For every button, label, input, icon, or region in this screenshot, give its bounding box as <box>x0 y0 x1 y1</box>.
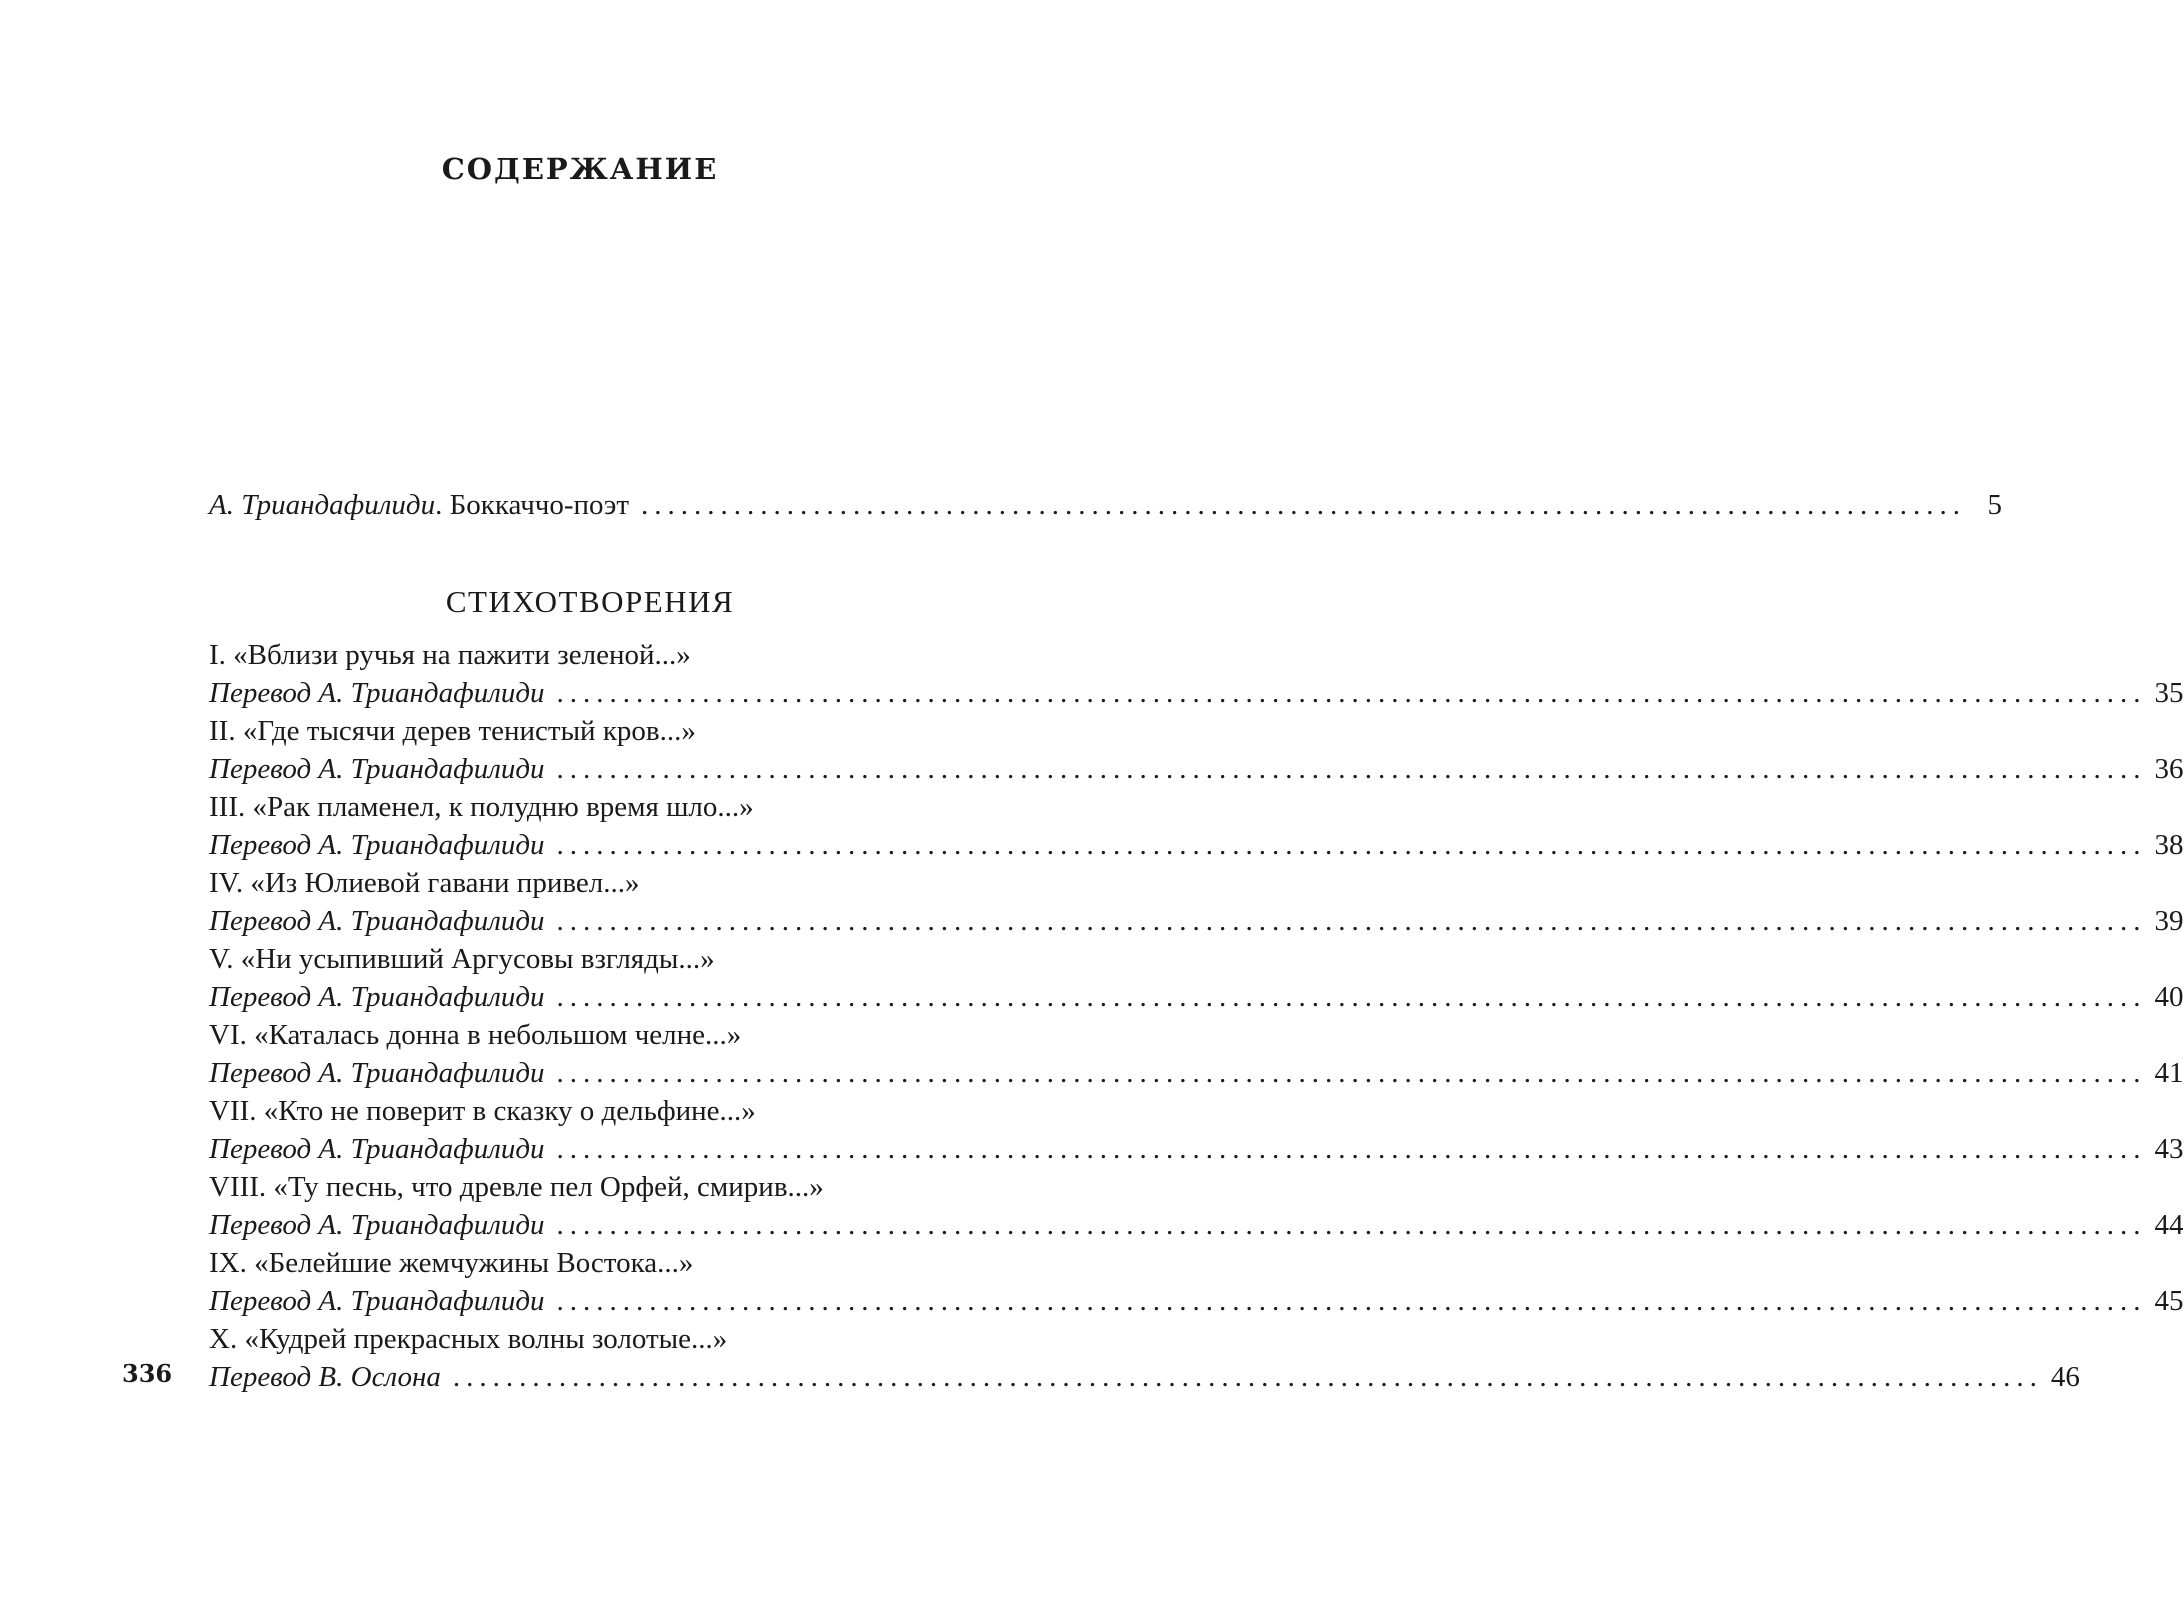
leader-dots: ........................................................................................................................ <box>556 905 2147 937</box>
poem-title: X. «Кудрей прекрасных волны золотые...» <box>209 1323 728 1355</box>
leader-dots: ........................................................................................................................ <box>556 829 2147 861</box>
toc-entry <box>209 1016 2184 1092</box>
toc-entry <box>209 940 2184 1016</box>
toc-entry <box>209 864 2184 940</box>
toc-entry <box>209 1168 2184 1244</box>
page-number: 35 <box>2154 677 2184 709</box>
poem-title: VIII. «Ту песнь, что древле пел Орфей, смирив...» <box>209 1171 824 1203</box>
translator-credit: Перевод В. Ослона <box>209 1361 441 1393</box>
page-number: 40 <box>2154 981 2184 1013</box>
intro-entry <box>209 486 2003 524</box>
translator-line <box>209 978 2184 1016</box>
poem-list <box>209 636 2184 1396</box>
intro-page-number: 5 <box>1987 489 2003 521</box>
toc-entry <box>209 636 2184 712</box>
page-number: 43 <box>2154 1133 2184 1165</box>
translator-credit: Перевод А. Триандафилиди <box>209 1057 545 1089</box>
translator-line <box>209 1130 2184 1168</box>
leader-dots: ........................................................................................................................ <box>556 1285 2147 1317</box>
page-title: СОДЕРЖАНИЕ <box>441 152 719 186</box>
section-heading: СТИХОТВОРЕНИЯ <box>445 584 735 619</box>
poem-title: VII. «Кто не поверит в сказку о дельфине...» <box>209 1095 756 1127</box>
page-number: 41 <box>2154 1057 2184 1089</box>
folio-page-number: 336 <box>122 1359 173 1388</box>
translator-credit: Перевод А. Триандафилиди <box>209 1133 545 1165</box>
intro-author: А. Триандафилиди <box>209 489 436 521</box>
toc-entry <box>209 788 2184 864</box>
poem-title: III. «Рак пламенел, к полудню время шло...» <box>209 791 754 823</box>
intro-title: . Боккаччо-поэт <box>435 489 630 521</box>
poem-title: VI. «Каталась донна в небольшом челне...» <box>209 1019 742 1051</box>
page-number: 38 <box>2154 829 2184 861</box>
leader-dots: ........................................................................................................................ <box>556 1209 2147 1241</box>
leader-dots: ........................................................................................................................ <box>556 753 2147 785</box>
translator-credit: Перевод А. Триандафилиди <box>209 1209 545 1241</box>
translator-line <box>209 1206 2184 1244</box>
translator-line <box>209 1358 2080 1396</box>
translator-credit: Перевод А. Триандафилиди <box>209 1285 545 1317</box>
poem-title: IV. «Из Юлиевой гавани привел...» <box>209 867 640 899</box>
translator-credit: Перевод А. Триандафилиди <box>209 981 545 1013</box>
page-number: 39 <box>2154 905 2184 937</box>
leader-dots: ........................................................................................................................ <box>556 1133 2147 1165</box>
toc-entry <box>209 1320 2080 1396</box>
toc-entry <box>209 1092 2184 1168</box>
translator-line <box>209 902 2184 940</box>
translator-line <box>209 750 2184 788</box>
leader-dots: ........................................................................................................................ <box>556 981 2147 1013</box>
leader-dots: ........................................................................................................................ <box>452 1361 2043 1393</box>
poem-title: IX. «Белейшие жемчужины Востока...» <box>209 1247 694 1279</box>
page-number: 44 <box>2154 1209 2184 1241</box>
leader-dots: ........................................................................................................................ <box>556 677 2147 709</box>
page-number: 36 <box>2154 753 2184 785</box>
toc-entry <box>209 1244 2184 1320</box>
leader-dots: .................................................................................................... <box>641 489 1967 521</box>
translator-credit: Перевод А. Триандафилиди <box>209 829 545 861</box>
translator-line <box>209 1282 2184 1320</box>
poem-title: V. «Ни усыпивший Аргусовы взгляды...» <box>209 943 715 975</box>
poem-title: I. «Вблизи ручья на пажити зеленой...» <box>209 639 691 671</box>
poem-title: II. «Где тысячи дерев тенистый кров...» <box>209 715 696 747</box>
translator-credit: Перевод А. Триандафилиди <box>209 753 545 785</box>
toc-entry <box>209 712 2184 788</box>
leader-dots: ........................................................................................................................ <box>556 1057 2147 1089</box>
page-number: 45 <box>2154 1285 2184 1317</box>
translator-line <box>209 826 2184 864</box>
translator-credit: Перевод А. Триандафилиди <box>209 677 545 709</box>
page-number: 46 <box>2050 1361 2080 1393</box>
translator-line <box>209 1054 2184 1092</box>
translator-credit: Перевод А. Триандафилиди <box>209 905 545 937</box>
translator-line <box>209 674 2184 712</box>
